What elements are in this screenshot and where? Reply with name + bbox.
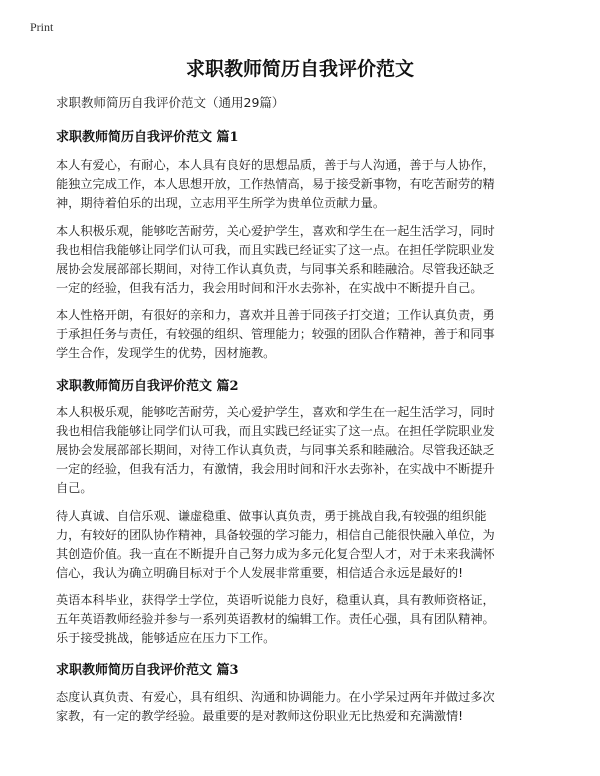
paragraph-line: 自己。 [56, 481, 93, 495]
paragraph-2-2 [56, 507, 546, 583]
paragraph-line: 其创造价值。我一直在不断提升自己努力成为多元化复合型人才，对于未来我满怀 [56, 547, 495, 561]
paragraph-2-1 [56, 403, 546, 498]
paragraph-line: 展协会发展部部长期间，对待工作认真负责，与同事关系和睦融洽。尽管我还缺乏 [56, 262, 495, 276]
paragraph-line: 本人积极乐观，能够吃苦耐劳，关心爱护学生，喜欢和学生在一起生活学习，同时 [56, 405, 495, 419]
paragraph-3-1 [56, 688, 546, 726]
paragraph-line: 家教，有一定的教学经验。最重要的是对教师这份职业无比热爱和充满激情! [56, 709, 464, 723]
paragraph-line: 能独立完成工作，本人思想开放，工作热情高，易于接受新事物，有吃苦耐劳的精 [56, 177, 495, 191]
paragraph-1-2 [56, 222, 546, 298]
paragraph-line: 力，有较好的团队协作精神，具备较强的学习能力，相信自己能很快融入单位，为 [56, 528, 495, 542]
paragraph-line: 信心，我认为确立明确目标对于个人发展非常重要，相信适合永远是最好的! [56, 566, 464, 580]
paragraph-line: 学生合作，发现学生的优势，因材施教。 [56, 346, 276, 360]
paragraph-line: 本人积极乐观，能够吃苦耐劳，关心爱护学生，喜欢和学生在一起生活学习，同时 [56, 224, 495, 238]
paragraph-line: 展协会发展部部长期间，对待工作认真负责，与同事关系和睦融洽。尽管我还缺乏 [56, 443, 495, 457]
paragraph-line: 一定的经验，但我有活力，有激情，我会用时间和汗水去弥补，在实战中不断提升 [56, 462, 495, 476]
section-heading-3: 求职教师简历自我评价范文 篇3 [56, 663, 239, 678]
paragraph-line: 待人真诚、自信乐观、谦虚稳重、做事认真负责，勇于挑战自我,有较强的组织能 [56, 509, 487, 523]
paragraph-line: 本人性格开朗，有很好的亲和力，喜欢并且善于同孩子打交道；工作认真负责，勇 [56, 308, 495, 322]
section-heading-2: 求职教师简历自我评价范文 篇2 [56, 379, 239, 394]
document-intro: 求职教师简历自我评价范文（通用29篇） [56, 95, 285, 110]
paragraph-1-3 [56, 306, 546, 363]
paragraph-line: 五年英语教师经验并参与一系列英语教材的编辑工作。责任心强，具有团队精神。 [56, 612, 495, 626]
paragraph-line: 于承担任务与责任，有较强的组织、管理能力；较强的团队合作精神，善于和同事 [56, 327, 495, 341]
paragraph-2-3 [56, 591, 546, 648]
paragraph-line: 本人有爱心，有耐心，本人具有良好的思想品质，善于与人沟通，善于与人协作， [56, 158, 495, 172]
paragraph-1-1 [56, 156, 546, 213]
section-heading-1: 求职教师简历自我评价范文 篇1 [56, 130, 239, 145]
paragraph-line: 乐于接受挑战，能够适应在压力下工作。 [56, 631, 276, 645]
paragraph-line: 一定的经验，但我有活力，我会用时间和汗水去弥补，在实战中不断提升自己。 [56, 281, 483, 295]
print-link[interactable]: Print [30, 20, 54, 34]
paragraph-line: 我也相信我能够让同学们认可我，而且实践已经证实了这一点。在担任学院职业发 [56, 243, 495, 257]
paragraph-line: 英语本科毕业，获得学士学位，英语听说能力良好，稳重认真，具有教师资格证， [56, 593, 495, 607]
paragraph-line: 我也相信我能够让同学们认可我，而且实践已经证实了这一点。在担任学院职业发 [56, 424, 495, 438]
paragraph-line: 神，期待着伯乐的出现，立志用平生所学为贵单位贡献力量。 [56, 196, 386, 210]
page-title: 求职教师简历自我评价范文 [185, 58, 414, 80]
paragraph-line: 态度认真负责、有爱心，具有组织、沟通和协调能力。在小学呆过两年并做过多次 [56, 690, 495, 704]
